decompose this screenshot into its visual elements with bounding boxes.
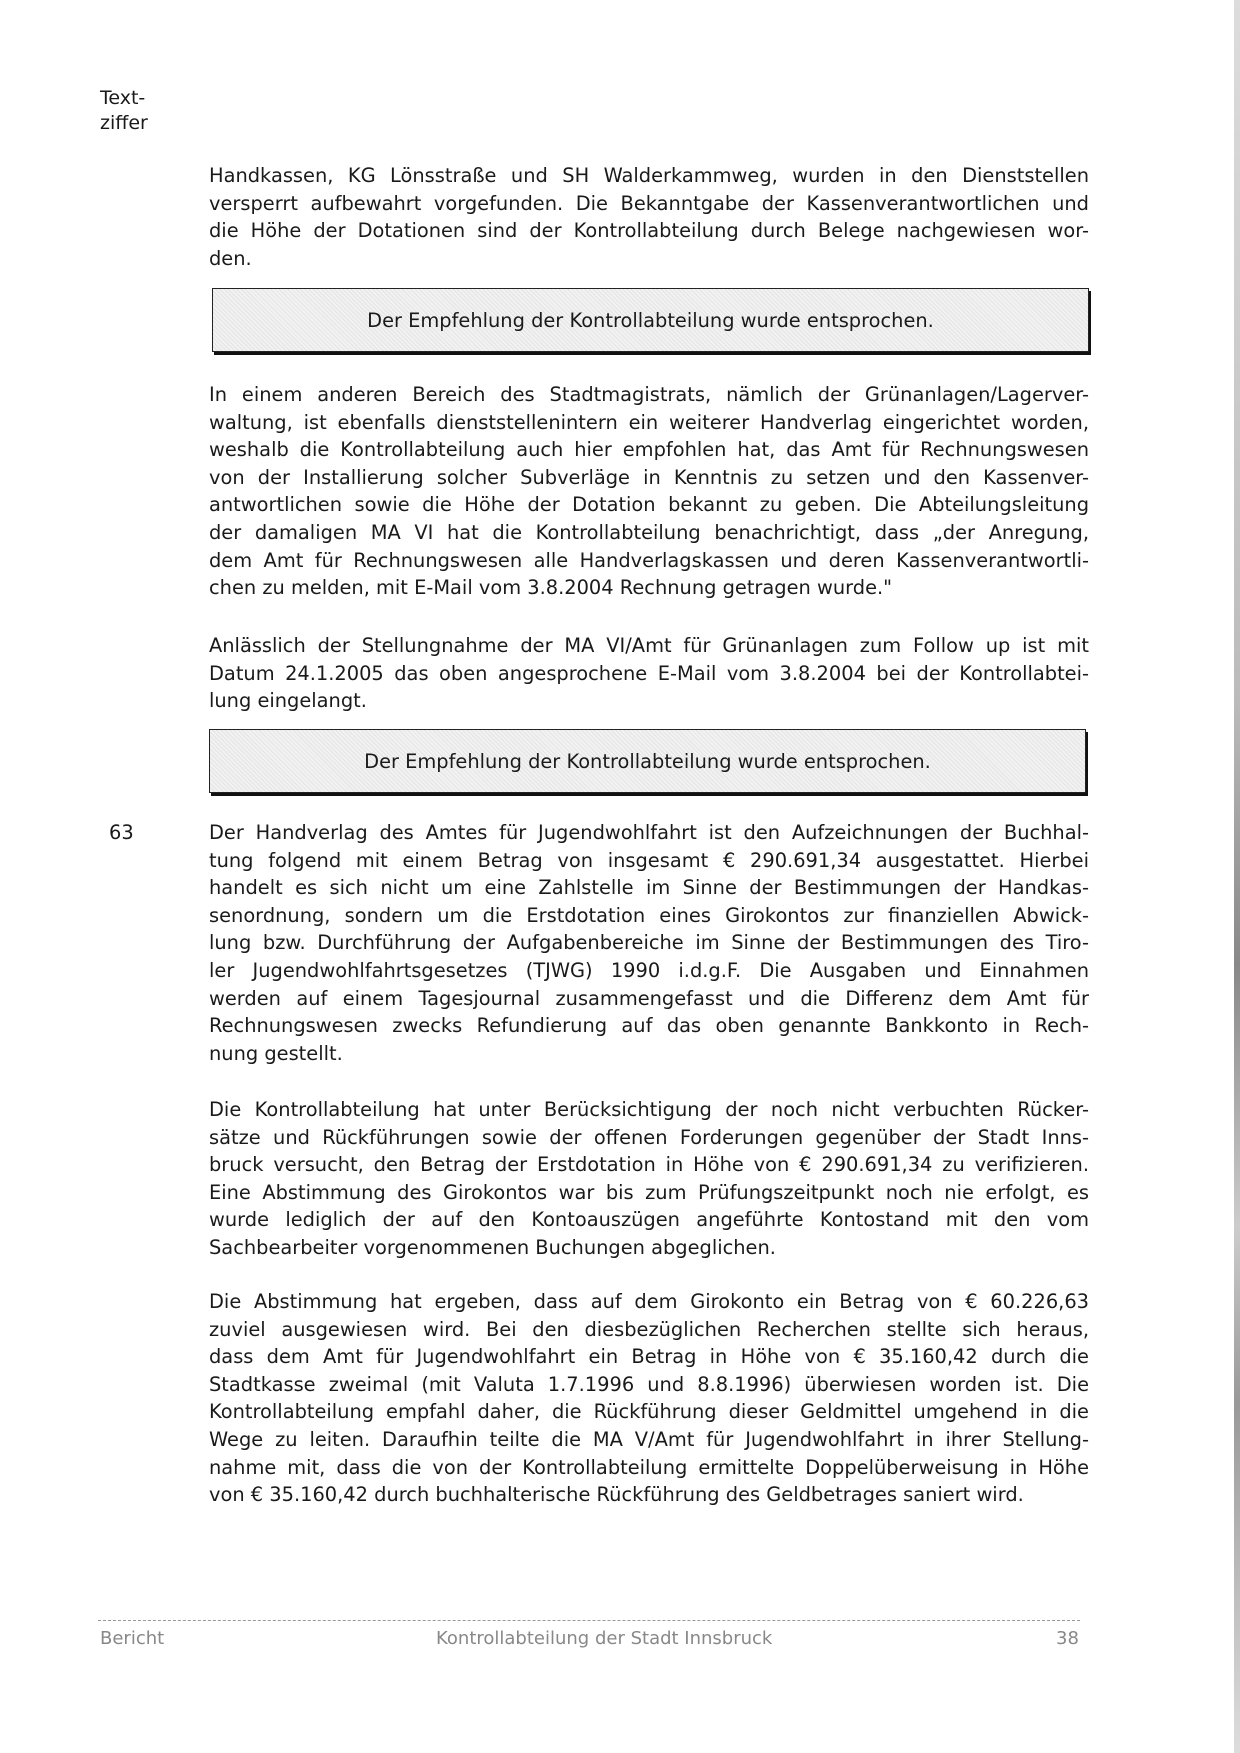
margin-label-line: Text- xyxy=(100,87,146,109)
text-line: versperrt aufbewahrt vorgefunden. Die Bekanntgabe der Kassenverantwortlichen und xyxy=(209,191,1089,215)
text-line: sätze und Rückführungen sowie der offenen Forderungen gegenüber der Stadt Inns- xyxy=(209,1125,1089,1149)
text-line: waltung, ist ebenfalls dienststellenintern ein weiterer Handverlag eingerichtet worden, xyxy=(209,410,1089,434)
text-line: Stadtkasse zweimal (mit Valuta 1.7.1996 und 8.8.1996) überwiesen worden ist. Die xyxy=(209,1372,1089,1396)
paragraph xyxy=(209,632,1089,715)
text-line: nung gestellt. xyxy=(209,1041,343,1065)
text-line: bruck versucht, den Betrag der Erstdotation in Höhe von € 290.691,34 zu verifizieren. xyxy=(209,1153,1089,1177)
recommendation-text: Der Empfehlung der Kontrollabteilung wurde entsprochen. xyxy=(367,308,934,332)
text-line: antwortlichen sowie die Höhe der Dotation bekannt zu geben. Die Abteilungsleitung xyxy=(209,493,1089,517)
text-line: den. xyxy=(209,246,252,270)
text-line: senordnung, sondern um die Erstdotation eines Girokontos zur finanziellen Abwick- xyxy=(209,903,1089,927)
paragraph xyxy=(209,1096,1089,1262)
text-line: Anlässlich der Stellungnahme der MA VI/Amt für Grünanlagen zum Follow up ist mit xyxy=(209,634,1089,657)
recommendation-box xyxy=(212,288,1089,352)
paragraph xyxy=(209,819,1089,1067)
recommendation-text: Der Empfehlung der Kontrollabteilung wurde entsprochen. xyxy=(364,749,931,773)
text-line: von der Installierung solcher Subverläge in Kenntnis zu setzen und den Kassenver- xyxy=(209,465,1089,489)
text-line: nahme mit, dass die von der Kontrollabteilung ermittelte Doppelüberweisung in Höhe xyxy=(209,1455,1089,1479)
section-number: 63 xyxy=(109,821,134,844)
text-line: weshalb die Kontrollabteilung auch hier empfohlen hat, das Amt für Rechnungswesen xyxy=(209,438,1089,462)
text-line: Sachbearbeiter vorgenommenen Buchungen abgeglichen. xyxy=(209,1235,776,1259)
paragraph xyxy=(209,1288,1089,1509)
text-line: dem Amt für Rechnungswesen alle Handverlagskassen und deren Kassenverantwortli- xyxy=(209,548,1089,572)
margin-label xyxy=(100,86,148,136)
footer-divider xyxy=(98,1620,1080,1621)
footer-left: Bericht xyxy=(100,1628,165,1649)
text-line: lung eingelangt. xyxy=(209,689,367,713)
margin-label-line: ziffer xyxy=(100,112,148,134)
text-line: ler Jugendwohlfahrtsgesetzes (TJWG) 1990 i.d.g.F. Die Ausgaben und Einnahmen xyxy=(209,958,1089,982)
text-line: Rechnungswesen zwecks Refundierung auf das oben genannte Bankkonto in Rech- xyxy=(209,1014,1089,1038)
recommendation-box xyxy=(209,729,1086,793)
text-line: von € 35.160,42 durch buchhalterische Rückführung des Geldbetrages saniert wird. xyxy=(209,1483,1024,1507)
paragraph xyxy=(209,381,1089,602)
paragraph xyxy=(209,162,1089,272)
footer-center: Kontrollabteilung der Stadt Innsbruck xyxy=(436,1628,773,1649)
text-line: Eine Abstimmung des Girokontos war bis zum Prüfungszeitpunkt noch nie erfolgt, es xyxy=(209,1180,1089,1204)
text-line: Die Abstimmung hat ergeben, dass auf dem Girokonto ein Betrag von € 60.226,63 xyxy=(209,1290,1089,1313)
text-line: wurde lediglich der auf den Kontoauszügen angeführte Kontostand mit den vom xyxy=(209,1208,1089,1232)
text-line: Wege zu leiten. Daraufhin teilte die MA V/Amt für Jugendwohlfahrt in ihrer Stellung- xyxy=(209,1427,1089,1451)
text-line: Der Handverlag des Amtes für Jugendwohlfahrt ist den Aufzeichnungen der Buchhal- xyxy=(209,821,1089,844)
text-line: die Höhe der Dotationen sind der Kontrollabteilung durch Belege nachgewiesen wor- xyxy=(209,219,1089,243)
text-line: Datum 24.1.2005 das oben angesprochene E-Mail vom 3.8.2004 bei der Kontrollabtei- xyxy=(209,661,1089,685)
text-line: werden auf einem Tagesjournal zusammengefasst und die Differenz dem Amt für xyxy=(209,986,1089,1010)
text-line: zuviel ausgewiesen wird. Bei den diesbezüglichen Recherchen stellte sich heraus, xyxy=(209,1317,1089,1341)
scan-edge xyxy=(1234,0,1240,1753)
text-line: chen zu melden, mit E-Mail vom 3.8.2004 Rechnung getragen wurde." xyxy=(209,576,893,600)
text-line: handelt es sich nicht um eine Zahlstelle im Sinne der Bestimmungen der Handkas- xyxy=(209,876,1089,900)
text-line: der damaligen MA VI hat die Kontrollabteilung benachrichtigt, dass „der Anregung, xyxy=(209,520,1089,544)
text-line: tung folgend mit einem Betrag von insgesamt € 290.691,34 ausgestattet. Hierbei xyxy=(209,848,1089,872)
text-line: Die Kontrollabteilung hat unter Berücksichtigung der noch nicht verbuchten Rücker- xyxy=(209,1098,1089,1121)
page-number: 38 xyxy=(1056,1628,1079,1649)
text-line: In einem anderen Bereich des Stadtmagistrats, nämlich der Grünanlagen/Lagerver- xyxy=(209,383,1089,406)
text-line: Handkassen, KG Lönsstraße und SH Walderkammweg, wurden in den Dienststellen xyxy=(209,164,1089,187)
text-line: Kontrollabteilung empfahl daher, die Rückführung dieser Geldmittel umgehend in die xyxy=(209,1400,1089,1424)
text-line: lung bzw. Durchführung der Aufgabenbereiche im Sinne der Bestimmungen des Tiro- xyxy=(209,931,1089,955)
text-line: dass dem Amt für Jugendwohlfahrt ein Betrag in Höhe von € 35.160,42 durch die xyxy=(209,1345,1089,1369)
